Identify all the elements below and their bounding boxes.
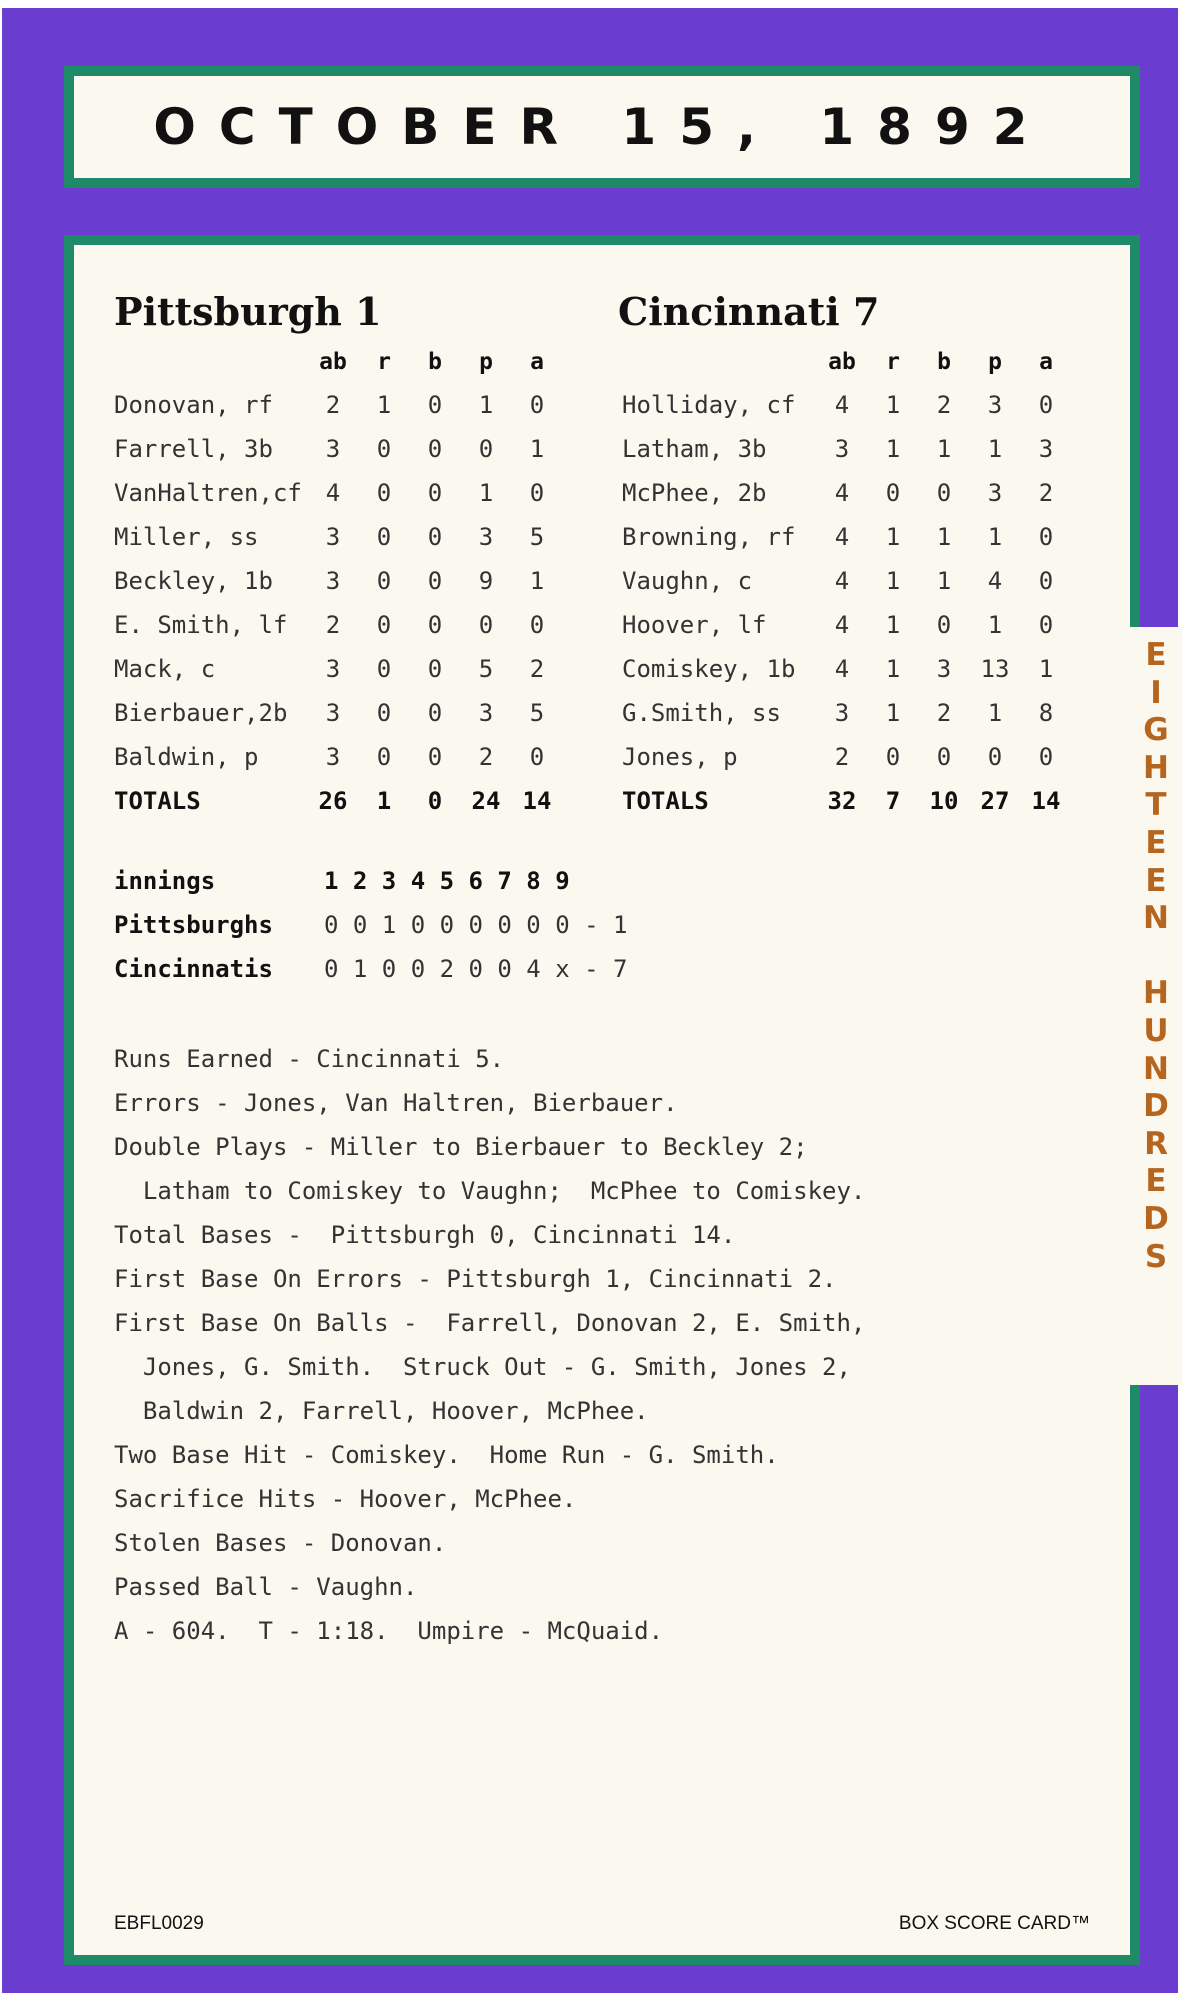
stat-cell: 0 bbox=[427, 479, 443, 507]
stat-cell: 0 bbox=[1038, 523, 1054, 551]
stat-cell: 1 bbox=[885, 699, 901, 727]
total-cell: 0 bbox=[427, 787, 443, 815]
away-team-name: Cincinnati 7 bbox=[618, 289, 880, 334]
stat-cell: 0 bbox=[1038, 611, 1054, 639]
stat-header-cell: r bbox=[377, 349, 391, 375]
stat-cell: 1 bbox=[885, 391, 901, 419]
stat-cell: 8 bbox=[1038, 699, 1054, 727]
summary-line: Passed Ball - Vaughn. bbox=[114, 1573, 418, 1601]
summary-line: Jones, G. Smith. Struck Out - G. Smith, Jones 2, bbox=[114, 1353, 851, 1381]
stat-cell: 1 bbox=[376, 391, 392, 419]
stat-header-cell: p bbox=[479, 349, 493, 375]
player-name: Latham, 3b bbox=[622, 435, 767, 463]
stat-cell: 1 bbox=[936, 435, 952, 463]
stat-cell: 0 bbox=[376, 743, 392, 771]
era-label: E I G H T E E N H U N D R E D S bbox=[1143, 637, 1169, 1275]
stat-header-cell: b bbox=[428, 349, 442, 375]
stat-cell: 2 bbox=[529, 655, 545, 683]
stat-cell: 5 bbox=[529, 699, 545, 727]
stat-cell: 3 bbox=[987, 479, 1003, 507]
stat-cell: 0 bbox=[529, 391, 545, 419]
stat-cell: 4 bbox=[325, 479, 341, 507]
total-cell: 10 bbox=[929, 787, 959, 815]
player-name: McPhee, 2b bbox=[622, 479, 767, 507]
stat-cell: 0 bbox=[936, 611, 952, 639]
stat-cell: 4 bbox=[987, 567, 1003, 595]
stat-cell: 1 bbox=[529, 435, 545, 463]
stat-cell: 2 bbox=[834, 743, 850, 771]
stat-cell: 0 bbox=[427, 523, 443, 551]
stat-header-cell: ab bbox=[319, 349, 347, 375]
stat-cell: 9 bbox=[478, 567, 494, 595]
stat-cell: 1 bbox=[885, 523, 901, 551]
stat-cell: 0 bbox=[529, 743, 545, 771]
summary-line: Double Plays - Miller to Bierbauer to Beckley 2; bbox=[114, 1133, 808, 1161]
stat-cell: 2 bbox=[1038, 479, 1054, 507]
player-name: Holliday, cf bbox=[622, 391, 796, 419]
stat-cell: 0 bbox=[376, 567, 392, 595]
stat-cell: 1 bbox=[885, 611, 901, 639]
stat-cell: 3 bbox=[325, 743, 341, 771]
stat-cell: 1 bbox=[987, 523, 1003, 551]
summary-line: Latham to Comiskey to Vaughn; McPhee to Comiskey. bbox=[114, 1177, 866, 1205]
total-cell: 7 bbox=[885, 787, 901, 815]
total-cell: 32 bbox=[827, 787, 857, 815]
player-name: Mack, c bbox=[114, 655, 216, 683]
stat-cell: 1 bbox=[936, 567, 952, 595]
summary-line: Errors - Jones, Van Haltren, Bierbauer. bbox=[114, 1089, 678, 1117]
summary-line: Sacrifice Hits - Hoover, McPhee. bbox=[114, 1485, 577, 1513]
total-cell: 14 bbox=[1031, 787, 1061, 815]
stat-cell: 0 bbox=[427, 567, 443, 595]
summary-line: Stolen Bases - Donovan. bbox=[114, 1529, 447, 1557]
stat-cell: 0 bbox=[478, 435, 494, 463]
stat-cell: 1 bbox=[987, 435, 1003, 463]
stat-cell: 0 bbox=[376, 611, 392, 639]
summary-line: A - 604. T - 1:18. Umpire - McQuaid. bbox=[114, 1617, 664, 1645]
stat-cell: 4 bbox=[834, 479, 850, 507]
stat-cell: 0 bbox=[885, 743, 901, 771]
summary-line: Total Bases - Pittsburgh 0, Cincinnati 14. bbox=[114, 1221, 736, 1249]
player-name: Jones, p bbox=[622, 743, 738, 771]
stat-cell: 3 bbox=[1038, 435, 1054, 463]
stat-cell: 0 bbox=[376, 655, 392, 683]
stat-cell: 2 bbox=[936, 699, 952, 727]
stat-cell: 0 bbox=[376, 479, 392, 507]
stat-cell: 1 bbox=[936, 523, 952, 551]
stat-cell: 1 bbox=[987, 611, 1003, 639]
stat-cell: 3 bbox=[936, 655, 952, 683]
stat-cell: 0 bbox=[478, 611, 494, 639]
stat-cell: 5 bbox=[478, 655, 494, 683]
stat-cell: 3 bbox=[325, 699, 341, 727]
card-code: EBFL0029 bbox=[114, 1913, 204, 1934]
stat-cell: 3 bbox=[325, 523, 341, 551]
stat-header-cell: ab bbox=[828, 349, 856, 375]
total-cell: 27 bbox=[980, 787, 1010, 815]
player-name: Hoover, lf bbox=[622, 611, 767, 639]
stat-cell: 3 bbox=[478, 699, 494, 727]
stat-cell: 2 bbox=[325, 391, 341, 419]
player-name: VanHaltren,cf bbox=[114, 479, 302, 507]
stat-cell: 0 bbox=[987, 743, 1003, 771]
stat-cell: 0 bbox=[427, 655, 443, 683]
summary-line: Baldwin 2, Farrell, Hoover, McPhee. bbox=[114, 1397, 649, 1425]
stat-cell: 0 bbox=[1038, 391, 1054, 419]
stat-cell: 0 bbox=[427, 435, 443, 463]
stat-cell: 3 bbox=[325, 655, 341, 683]
player-name: E. Smith, lf bbox=[114, 611, 288, 639]
stat-header-cell: a bbox=[530, 349, 544, 375]
summary-line: First Base On Errors - Pittsburgh 1, Cincinnati 2. bbox=[114, 1265, 837, 1293]
player-name: Farrell, 3b bbox=[114, 435, 273, 463]
summary-line: Runs Earned - Cincinnati 5. bbox=[114, 1045, 505, 1073]
stat-cell: 3 bbox=[987, 391, 1003, 419]
player-name: Baldwin, p bbox=[114, 743, 259, 771]
linescore-line: 0 0 1 0 0 0 0 0 0 - 1 bbox=[324, 911, 628, 939]
innings-numbers: 1 2 3 4 5 6 7 8 9 bbox=[324, 867, 570, 895]
stat-cell: 0 bbox=[885, 479, 901, 507]
stat-cell: 0 bbox=[427, 391, 443, 419]
stat-cell: 0 bbox=[376, 435, 392, 463]
stat-header-cell: a bbox=[1039, 349, 1053, 375]
stat-cell: 1 bbox=[885, 655, 901, 683]
stat-header-cell: b bbox=[937, 349, 951, 375]
stat-cell: 2 bbox=[478, 743, 494, 771]
stat-cell: 4 bbox=[834, 655, 850, 683]
player-name: Miller, ss bbox=[114, 523, 259, 551]
stat-cell: 1 bbox=[885, 567, 901, 595]
stat-cell: 1 bbox=[987, 699, 1003, 727]
total-cell: 14 bbox=[522, 787, 552, 815]
stat-cell: 0 bbox=[936, 743, 952, 771]
linescore-team: Pittsburghs bbox=[114, 911, 273, 939]
stat-cell: 3 bbox=[325, 567, 341, 595]
stat-cell: 3 bbox=[834, 699, 850, 727]
stat-cell: 0 bbox=[427, 699, 443, 727]
stat-cell: 2 bbox=[325, 611, 341, 639]
stat-cell: 0 bbox=[1038, 743, 1054, 771]
stat-cell: 1 bbox=[529, 567, 545, 595]
player-name: Beckley, 1b bbox=[114, 567, 273, 595]
stat-cell: 3 bbox=[478, 523, 494, 551]
stat-cell: 0 bbox=[376, 523, 392, 551]
summary-line: Two Base Hit - Comiskey. Home Run - G. Smith. bbox=[114, 1441, 779, 1469]
total-cell: 1 bbox=[376, 787, 392, 815]
player-name: Bierbauer,2b bbox=[114, 699, 288, 727]
stat-cell: 0 bbox=[529, 611, 545, 639]
stat-cell: 1 bbox=[1038, 655, 1054, 683]
stat-cell: 1 bbox=[478, 479, 494, 507]
box-score-card bbox=[2, 8, 1178, 1993]
linescore-team: Cincinnatis bbox=[114, 955, 273, 983]
stat-cell: 0 bbox=[936, 479, 952, 507]
game-date: OCTOBER 15, 1892 bbox=[153, 98, 1051, 156]
total-cell: 24 bbox=[471, 787, 501, 815]
stat-cell: 5 bbox=[529, 523, 545, 551]
stat-cell: 4 bbox=[834, 523, 850, 551]
linescore-line: 0 1 0 0 2 0 0 4 x - 7 bbox=[324, 955, 628, 983]
stat-cell: 1 bbox=[478, 391, 494, 419]
card-brand: BOX SCORE CARD™ bbox=[898, 1913, 1090, 1934]
stat-header-cell: r bbox=[886, 349, 900, 375]
player-name: Donovan, rf bbox=[114, 391, 273, 419]
stat-cell: 4 bbox=[834, 391, 850, 419]
totals-label: TOTALS bbox=[622, 787, 709, 815]
era-side-tab bbox=[1130, 627, 1182, 1385]
stat-cell: 0 bbox=[427, 611, 443, 639]
stat-cell: 4 bbox=[834, 567, 850, 595]
stat-header-cell: p bbox=[988, 349, 1002, 375]
stat-cell: 0 bbox=[529, 479, 545, 507]
stat-cell: 3 bbox=[834, 435, 850, 463]
home-team-name: Pittsburgh 1 bbox=[114, 289, 382, 334]
player-name: G.Smith, ss bbox=[622, 699, 781, 727]
stat-cell: 2 bbox=[936, 391, 952, 419]
innings-label: innings bbox=[114, 867, 216, 895]
player-name: Comiskey, 1b bbox=[622, 655, 796, 683]
date-banner bbox=[64, 66, 1140, 188]
stat-cell: 0 bbox=[427, 743, 443, 771]
stat-cell: 0 bbox=[376, 699, 392, 727]
stat-cell: 13 bbox=[980, 655, 1010, 683]
total-cell: 26 bbox=[318, 787, 348, 815]
stat-cell: 0 bbox=[1038, 567, 1054, 595]
player-name: Browning, rf bbox=[622, 523, 796, 551]
totals-label: TOTALS bbox=[114, 787, 201, 815]
box-score-panel bbox=[64, 235, 1140, 1965]
stat-cell: 4 bbox=[834, 611, 850, 639]
stat-cell: 3 bbox=[325, 435, 341, 463]
summary-line: First Base On Balls - Farrell, Donovan 2, E. Smith, bbox=[114, 1309, 866, 1337]
stat-cell: 1 bbox=[885, 435, 901, 463]
player-name: Vaughn, c bbox=[622, 567, 753, 595]
